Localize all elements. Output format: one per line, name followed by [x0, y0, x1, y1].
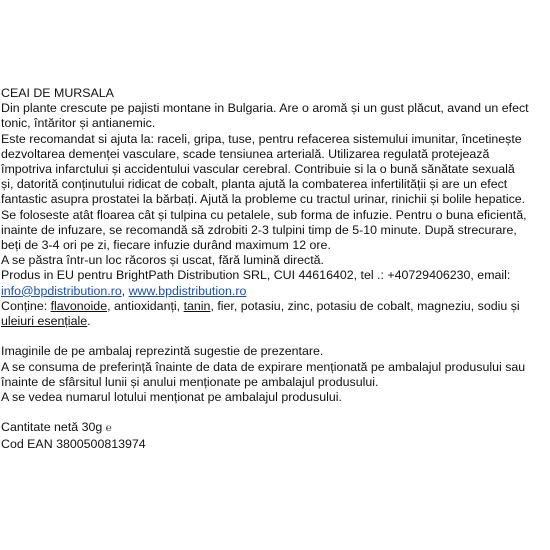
- quantity-label: Cantitate netă 30g: [1, 420, 103, 435]
- description-line: inainte de infuzare, se recomandă să zdrobiti 2-3 tulpini timp de 5-10 minute. După strecurare,: [1, 222, 517, 237]
- description-line: Din plante crescute pe pajisti montane in Bulgaria. Are o aromă și un gust plăcut, avand un efect: [1, 101, 529, 116]
- note-line: A se vedea numarul lotului menționat pe ambalajul produsului.: [1, 390, 342, 405]
- description-line: tonic, întăritor și antianemic.: [1, 116, 156, 131]
- description-line: împotriva infarctului și accidentului vascular cerebral. Contribuie si la o bună sănătate sexuală: [1, 162, 515, 177]
- email-link[interactable]: info@bpdistribution.ro: [1, 283, 122, 298]
- ingredients-prefix: Conține:: [1, 298, 51, 313]
- ingredient-uleiuri: uleiuri esențiale: [1, 314, 88, 329]
- spacer: [1, 405, 549, 420]
- ean-line: Cod EAN 3800500813974: [1, 436, 146, 451]
- ingredients-end: .: [87, 314, 91, 329]
- ingredients-line: [1, 299, 549, 314]
- website-link[interactable]: www.bpdistribution.ro: [128, 283, 247, 298]
- spacer: [1, 329, 549, 344]
- ingredients-line-2: [1, 314, 549, 329]
- description-line: Se foloseste atât floarea cât și tulpina cu petalele, sub forma de infuzie. Pentru o buna eficientă,: [1, 207, 527, 222]
- ingredient-tanin: tanin: [183, 298, 211, 313]
- description-line: dezvoltarea demenței vasculare, scade tensiunea arterială. Utilizarea regulată protejează: [1, 146, 490, 161]
- producer-line: Produs in EU pentru BrightPath Distribution SRL, CUI 44616402, tel .: +40729406230, email:: [1, 268, 511, 283]
- description-line: beți de 3-4 ori pe zi, fiecare infuzie durând maximum 12 ore.: [1, 238, 331, 253]
- quantity-line: [1, 420, 549, 436]
- description-line: și, datorită conținutului ridicat de cobalt, planta ajută la combaterea infertilității și are un efect: [1, 177, 508, 192]
- contact-line: [1, 284, 549, 299]
- contact-separator: ,: [121, 283, 129, 298]
- product-title: CEAI DE MURSALA: [1, 86, 114, 100]
- ingredients-text: , fier, potasiu, zinc, potasiu de cobalt, magneziu, sodiu și: [210, 298, 520, 313]
- description-line: Este recomandat si ajuta la: raceli, gripa, tuse, pentru refacerea sistemului imunitar, încetinește: [1, 131, 522, 146]
- ingredient-flavonoide: flavonoide: [50, 298, 108, 313]
- note-line: A se consuma de preferință înainte de data de expirare menționată pe ambalajul produsului sau: [1, 359, 526, 374]
- ingredients-text: , antioxidanți,: [107, 298, 184, 313]
- note-line: Imaginile de pe ambalaj reprezintă sugestie de prezentare.: [1, 344, 324, 359]
- estimated-sign-icon: ℮: [105, 423, 112, 435]
- product-description: [1, 86, 549, 452]
- storage-line: A se păstra într-un loc răcoros și uscat, fără lumină directă.: [1, 253, 324, 268]
- description-line: fantastic asupra prostatei la bărbați. Ajută la probleme cu tractul urinar, rinichii și bolile hepatice.: [1, 192, 526, 207]
- note-line: înainte de sfârsitul lunii și anului menționate pe ambalajul produsului.: [1, 374, 379, 389]
